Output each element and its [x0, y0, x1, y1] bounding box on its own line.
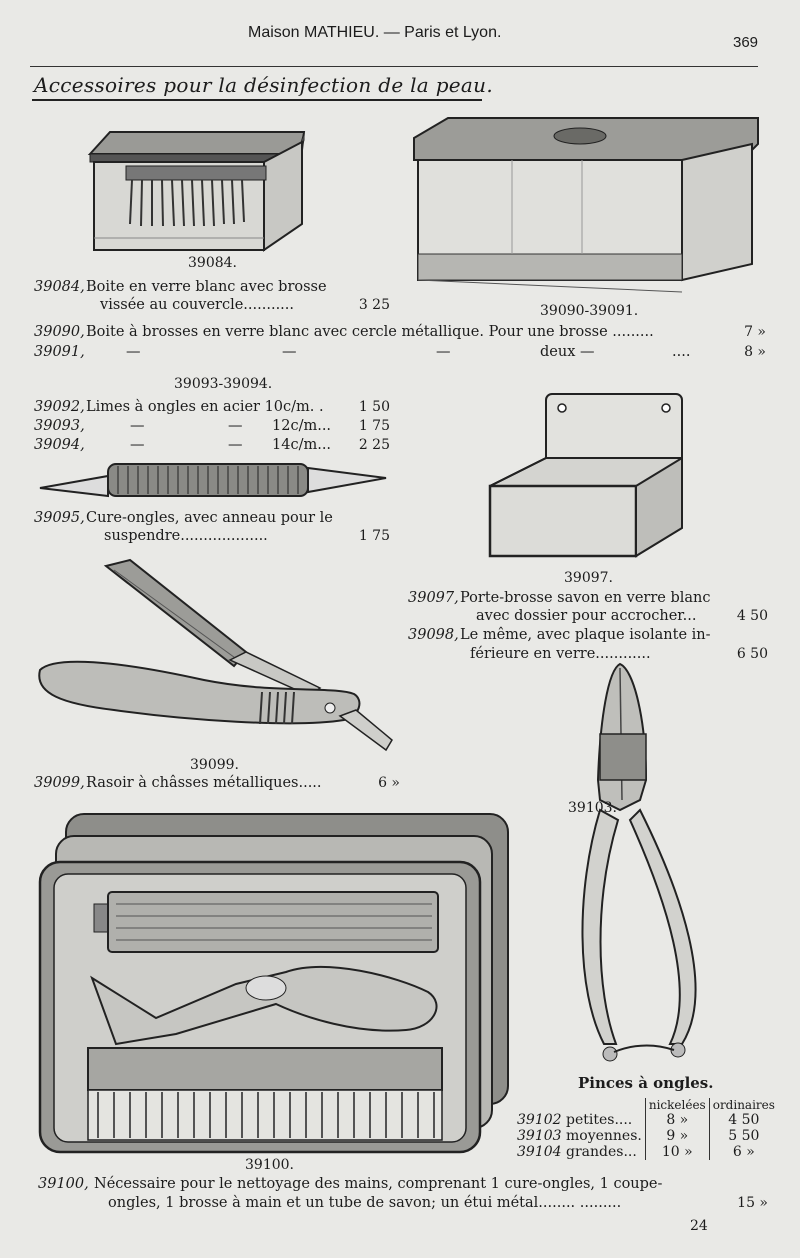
ditto-mark: —: [228, 437, 243, 453]
row-price-ordinaire: 4 50: [728, 1112, 760, 1128]
column-header-ordinaires: ordinaires: [712, 1098, 775, 1112]
price-39097: 4 50: [736, 608, 768, 624]
sheet-signature: 24: [690, 1218, 708, 1234]
ref-39100: 39100,: [38, 1176, 89, 1192]
ditto-mark: —: [282, 344, 297, 360]
ref-39099: 39099,: [34, 775, 85, 791]
row-price-nickel: 9 »: [645, 1128, 709, 1144]
item-39100-desc: Nécessaire pour le nettoyage des mains, comprenant 1 cure-ongles, 1 coupe-: [94, 1176, 663, 1192]
row-price-ordinaire: 5 50: [728, 1128, 760, 1144]
item-39092-desc: Limes à ongles en acier 10c/m. .: [86, 399, 324, 415]
item-39097-desc-cont: avec dossier pour accrocher...: [476, 608, 697, 624]
row-ref: 39102: [517, 1112, 562, 1128]
caption-39093-39094: 39093-39094.: [174, 376, 273, 392]
row-ref: 39104: [517, 1144, 562, 1160]
table-spacer: [514, 1098, 645, 1112]
ref-39094: 39094,: [34, 437, 85, 453]
price-39094: 2 25: [358, 437, 390, 453]
glass-box-brush-illustration: [86, 128, 308, 258]
caption-39099: 39099.: [190, 757, 239, 773]
item-39095-desc: Cure-ongles, avec anneau pour le: [86, 510, 333, 526]
row-size: petites....: [566, 1112, 633, 1128]
row-size: moyennes.: [566, 1128, 642, 1144]
price-39092: 1 50: [358, 399, 390, 415]
item-39094-desc: 14c/m...: [272, 437, 332, 453]
table-row: [514, 1128, 778, 1144]
caption-39097: 39097.: [564, 570, 613, 586]
page-number: 369: [733, 34, 759, 51]
item-39091-leader: ....: [672, 344, 691, 360]
ref-39090: 39090,: [34, 324, 85, 340]
item-39084-desc-cont: vissée au couvercle...........: [100, 297, 295, 313]
nail-file-illustration: [38, 458, 390, 502]
price-39093: 1 75: [358, 418, 390, 434]
pinces-title: Pinces à ongles.: [578, 1074, 714, 1092]
row-price-ordinaire: 6 »: [732, 1144, 755, 1160]
price-39099: 6 »: [378, 775, 400, 791]
price-39084: 3 25: [358, 297, 390, 313]
caption-39084: 39084.: [188, 255, 237, 271]
row-ref: 39103: [517, 1128, 562, 1144]
table-row: [514, 1112, 778, 1128]
page-header-title: Maison MATHIEU. — Paris et Lyon.: [248, 24, 502, 41]
row-price-nickel: 8 »: [645, 1112, 709, 1128]
pinces-price-table: [514, 1098, 778, 1160]
item-39098-desc: Le même, avec plaque isolante in-: [460, 627, 711, 643]
ditto-mark: —: [130, 418, 145, 434]
ditto-mark: —: [130, 437, 145, 453]
ref-39095: 39095,: [34, 510, 85, 526]
item-39093-desc: 12c/m...: [272, 418, 332, 434]
row-size: grandes...: [566, 1144, 637, 1160]
table-row: [514, 1144, 778, 1160]
item-39095-desc-cont: suspendre...................: [104, 528, 268, 544]
glass-brush-box-illustration: [412, 116, 762, 300]
item-39090-desc: Boite à brosses en verre blanc avec cercle métallique. Pour une brosse .........: [86, 324, 654, 340]
ditto-mark: —: [126, 344, 141, 360]
ref-39093: 39093,: [34, 418, 85, 434]
nail-nippers-illustration: [570, 660, 720, 1060]
price-39095: 1 75: [358, 528, 390, 544]
item-39097-desc: Porte-brosse savon en verre blanc: [460, 590, 711, 606]
price-39098: 6 50: [736, 646, 768, 662]
razor-illustration: [34, 560, 396, 756]
ditto-mark: —: [228, 418, 243, 434]
item-39091-desc: deux —: [540, 344, 595, 360]
ref-39084: 39084,: [34, 279, 85, 295]
section-title: Accessoires pour la désinfection de la peau.: [34, 73, 493, 97]
row-price-nickel: 10 »: [645, 1144, 709, 1160]
ditto-mark: —: [436, 344, 451, 360]
caption-39103: 39103.: [568, 800, 617, 816]
item-39100-desc-cont: ongles, 1 brosse à main et un tube de savon; un étui métal........ .........: [108, 1195, 622, 1211]
caption-39100: 39100.: [245, 1157, 294, 1173]
ref-39097: 39097,: [408, 590, 459, 606]
ref-39091: 39091,: [34, 344, 85, 360]
price-39090: 7 »: [744, 324, 766, 340]
hand-cleaning-kit-illustration: [36, 808, 512, 1156]
item-39098-desc-cont: férieure en verre............: [470, 646, 651, 662]
price-39100: 15 »: [737, 1195, 768, 1211]
ref-39092: 39092,: [34, 399, 85, 415]
header-rule: [30, 66, 758, 67]
column-header-nickelees: nickelées: [645, 1098, 709, 1112]
item-39084-desc: Boite en verre blanc avec brosse: [86, 279, 327, 295]
price-39091: 8 »: [744, 344, 766, 360]
item-39099-desc: Rasoir à châsses métalliques.....: [86, 775, 322, 791]
ref-39098: 39098,: [408, 627, 459, 643]
caption-39090-39091: 39090-39091.: [540, 303, 639, 319]
section-title-underline: [32, 99, 482, 101]
soap-brush-holder-illustration: [486, 390, 686, 560]
